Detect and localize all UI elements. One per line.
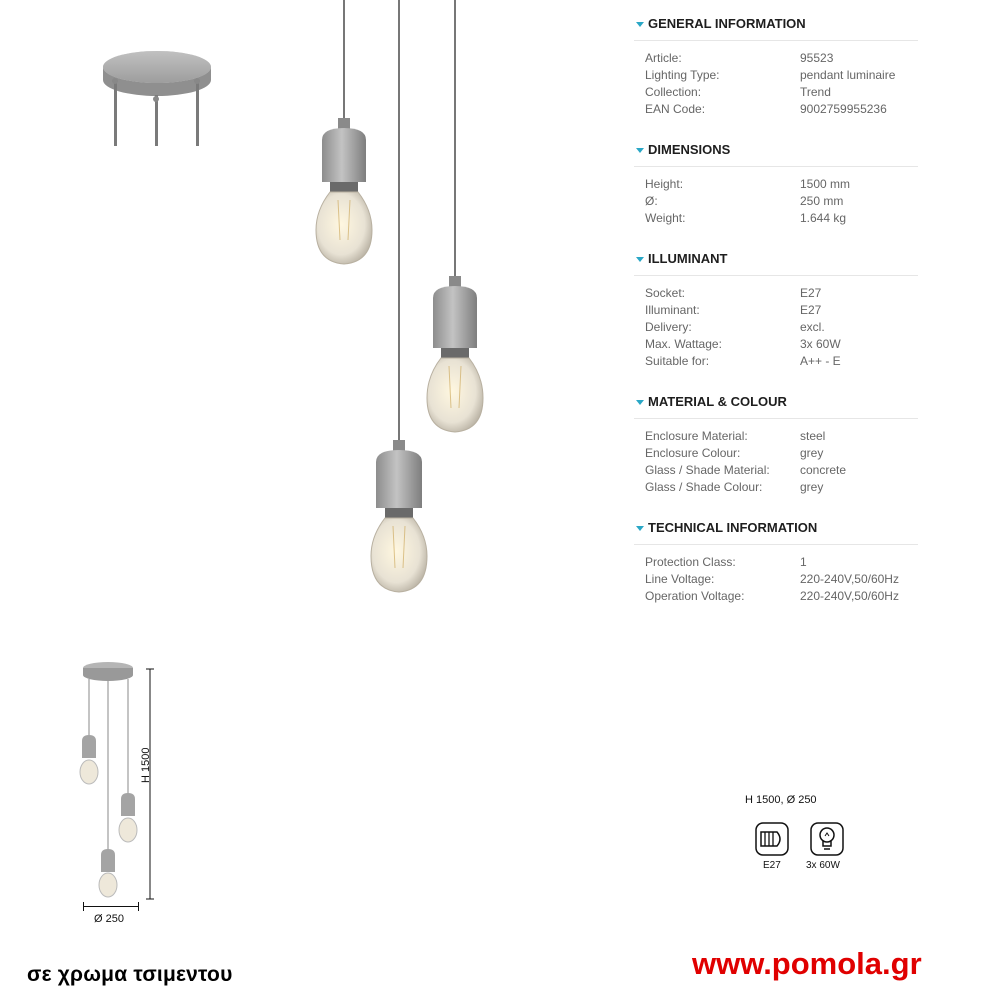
spec-section-header[interactable] bbox=[634, 518, 918, 545]
spec-key: Operation Voltage: bbox=[645, 589, 745, 603]
height-label: H 1500 bbox=[140, 747, 152, 783]
spec-section bbox=[634, 14, 918, 118]
pendant-lamp-2 bbox=[427, 276, 483, 432]
dimension-summary: H 1500, Ø 250 bbox=[745, 794, 817, 806]
pendant-photo bbox=[300, 0, 500, 600]
diameter-tick-left bbox=[83, 902, 84, 911]
spec-row bbox=[645, 319, 918, 336]
spec-row bbox=[645, 479, 918, 496]
spec-section-header[interactable] bbox=[634, 392, 918, 419]
caret-down-icon bbox=[636, 400, 644, 405]
spec-value: E27 bbox=[800, 286, 822, 300]
spec-key: Weight: bbox=[645, 211, 686, 225]
spec-row bbox=[645, 336, 918, 353]
spec-section bbox=[634, 518, 918, 605]
spec-value: 250 mm bbox=[800, 194, 844, 208]
pendant-lamp-1 bbox=[316, 118, 372, 264]
spec-section-title: MATERIAL & COLOUR bbox=[648, 394, 787, 409]
diameter-line bbox=[83, 906, 139, 907]
spec-value: concrete bbox=[800, 463, 847, 477]
wattage-label: 3x 60W bbox=[806, 860, 840, 871]
spec-value: pendant luminaire bbox=[800, 68, 896, 82]
spec-key: Suitable for: bbox=[645, 354, 710, 368]
spec-key: Max. Wattage: bbox=[645, 337, 722, 351]
spec-value: 1500 mm bbox=[800, 177, 851, 191]
spec-panel bbox=[634, 14, 918, 605]
spec-key: Illuminant: bbox=[645, 303, 700, 317]
spec-key: Glass / Shade Colour: bbox=[645, 480, 763, 494]
spec-key: Collection: bbox=[645, 85, 702, 99]
spec-row bbox=[645, 302, 918, 319]
spec-section-header[interactable] bbox=[634, 14, 918, 41]
spec-row bbox=[645, 571, 918, 588]
spec-section bbox=[634, 249, 918, 370]
spec-section-title: DIMENSIONS bbox=[648, 142, 731, 157]
canopy-photo bbox=[100, 40, 220, 150]
spec-value: 220-240V,50/60Hz bbox=[800, 572, 899, 586]
spec-key: Protection Class: bbox=[645, 555, 736, 569]
spec-row bbox=[645, 445, 918, 462]
caret-down-icon bbox=[636, 257, 644, 262]
caret-down-icon bbox=[636, 526, 644, 531]
spec-value: 3x 60W bbox=[800, 337, 841, 351]
greek-caption: σε χρωμα τσιμεντου bbox=[27, 963, 233, 986]
spec-key: EAN Code: bbox=[645, 102, 706, 116]
spec-value: excl. bbox=[800, 320, 825, 334]
spec-value: grey bbox=[800, 480, 824, 494]
spec-key: Ø: bbox=[645, 194, 658, 208]
spec-row bbox=[645, 353, 918, 370]
website-link[interactable]: www.pomola.gr bbox=[692, 946, 922, 981]
spec-section-header[interactable] bbox=[634, 140, 918, 167]
caret-down-icon bbox=[636, 22, 644, 27]
spec-value: grey bbox=[800, 446, 824, 460]
spec-row bbox=[645, 193, 918, 210]
pendant-lamp-3 bbox=[371, 440, 427, 592]
spec-value: 9002759955236 bbox=[800, 102, 887, 116]
spec-key: Article: bbox=[645, 51, 682, 65]
spec-row bbox=[645, 462, 918, 479]
diameter-label: Ø 250 bbox=[94, 913, 124, 925]
spec-value: 1 bbox=[800, 555, 807, 569]
caret-down-icon bbox=[636, 148, 644, 153]
socket-label: E27 bbox=[763, 860, 781, 871]
dimension-drawing bbox=[70, 655, 180, 905]
spec-section-title: ILLUMINANT bbox=[648, 251, 728, 266]
spec-key: Glass / Shade Material: bbox=[645, 463, 770, 477]
spec-row bbox=[645, 285, 918, 302]
spec-key: Enclosure Material: bbox=[645, 429, 748, 443]
spec-key: Socket: bbox=[645, 286, 686, 300]
spec-row bbox=[645, 210, 918, 227]
spec-value: E27 bbox=[800, 303, 822, 317]
spec-section-title: GENERAL INFORMATION bbox=[648, 16, 806, 31]
spec-value: 95523 bbox=[800, 51, 834, 65]
spec-row bbox=[645, 554, 918, 571]
spec-row bbox=[645, 588, 918, 605]
spec-value: steel bbox=[800, 429, 826, 443]
spec-key: Delivery: bbox=[645, 320, 692, 334]
spec-row bbox=[645, 101, 918, 118]
spec-section-header[interactable] bbox=[634, 249, 918, 276]
spec-row bbox=[645, 50, 918, 67]
spec-row bbox=[645, 176, 918, 193]
spec-row bbox=[645, 84, 918, 101]
spec-section bbox=[634, 140, 918, 227]
spec-key: Height: bbox=[645, 177, 684, 191]
spec-key: Enclosure Colour: bbox=[645, 446, 741, 460]
spec-value: Trend bbox=[800, 85, 831, 99]
diameter-tick-right bbox=[138, 902, 139, 911]
spec-value: 1.644 kg bbox=[800, 211, 847, 225]
socket-icon bbox=[755, 822, 789, 856]
spec-value: A++ - E bbox=[800, 354, 841, 368]
spec-section bbox=[634, 392, 918, 496]
spec-row bbox=[645, 428, 918, 445]
spec-key: Lighting Type: bbox=[645, 68, 720, 82]
spec-value: 220-240V,50/60Hz bbox=[800, 589, 899, 603]
bulb-icon bbox=[810, 822, 844, 856]
spec-row bbox=[645, 67, 918, 84]
spec-key: Line Voltage: bbox=[645, 572, 715, 586]
spec-section-title: TECHNICAL INFORMATION bbox=[648, 520, 818, 535]
